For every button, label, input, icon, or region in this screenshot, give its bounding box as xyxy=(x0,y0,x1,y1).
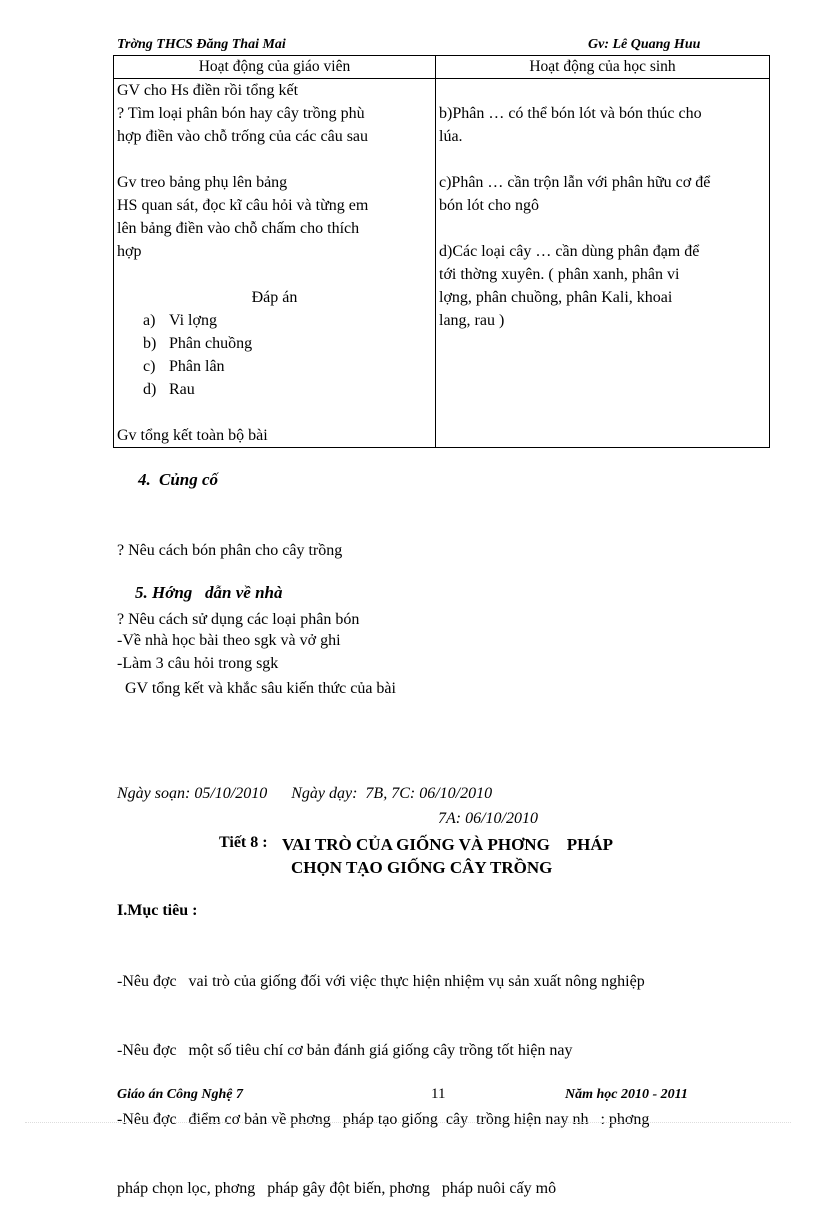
lesson-date-7a: 7A: 06/10/2010 xyxy=(438,810,538,827)
student-line: lúa. xyxy=(439,128,463,145)
answer-title: Đáp án xyxy=(251,289,298,306)
teacher-line xyxy=(117,148,432,171)
teacher-line: hợp điền vào chỗ trống của các câu sau xyxy=(117,128,369,145)
answer-item: d) Rau xyxy=(143,381,195,398)
teacher-activity-cell xyxy=(114,79,436,448)
teacher-line: lên bảng điền vào chỗ chấm cho thích xyxy=(117,220,360,237)
lesson-number: Tiết 8 : xyxy=(219,834,268,851)
list-item: ? Nêu cách sử dụng các loại phân bón xyxy=(117,611,360,628)
student-line xyxy=(439,148,766,171)
teacher-line: hợp xyxy=(117,243,142,260)
student-line: b)Phân … có thể bón lót và bón thúc cho xyxy=(439,105,702,122)
student-activity-cell xyxy=(436,79,770,448)
list-item: -Nêu đợc điểm cơ bản về phơng pháp tạo giống cây trồng hiện nay nh : phơng xyxy=(117,1111,650,1128)
page-number: 11 xyxy=(431,1086,446,1102)
lesson-title-line1: VAI TRÒ CỦA GIỐNG VÀ PHƠNG PHÁP xyxy=(282,835,614,854)
list-item: -Về nhà học bài theo sgk và vở ghi xyxy=(117,632,341,649)
student-line: lợng, phân chuồng, phân Kali, khoai xyxy=(439,289,673,306)
footer-left: Giáo án Công Nghệ 7 xyxy=(117,1087,244,1102)
student-line: d)Các loại cây … cần dùng phân đạm để xyxy=(439,243,700,260)
list-item: -Nêu đợc vai trò của giống đối với việc thực hiện nhiệm vụ sản xuất nông nghiệp xyxy=(117,973,645,990)
list-item: pháp chọn lọc, phơng pháp gây đột biến, phơng pháp nuôi cấy mô xyxy=(117,1180,557,1197)
teacher-line: HS quan sát, đọc kĩ câu hỏi và từng em xyxy=(117,197,369,214)
student-line xyxy=(439,217,766,240)
answer-item: c) Phân lân xyxy=(143,358,225,375)
list-item: -Làm 3 câu hỏi trong sgk xyxy=(117,655,279,672)
student-line: lang, rau ) xyxy=(439,312,505,329)
col-student-header: Hoạt động của học sinh xyxy=(436,56,770,79)
student-line: bón lót cho ngô xyxy=(439,197,539,214)
table-row xyxy=(114,79,770,448)
consolidation-heading: 4. Củng cố xyxy=(138,470,219,489)
footer-right: Năm học 2010 - 2011 xyxy=(565,1087,688,1102)
list-item: ? Nêu cách bón phân cho cây trồng xyxy=(117,542,343,559)
teacher-summary-line: Gv tổng kết toàn bộ bài xyxy=(117,427,268,444)
list-item: GV tổng kết và khắc sâu kiến thức của bài xyxy=(117,680,396,697)
header-school: Trờng THCS Đăng Thai Mai xyxy=(117,37,286,52)
header-teacher: Gv: Lê Quang Huu xyxy=(588,37,701,52)
teacher-line: ? Tìm loại phân bón hay cây trồng phù xyxy=(117,105,365,122)
answer-item: b) Phân chuồng xyxy=(143,335,253,352)
teacher-line: Gv treo bảng phụ lên bảng xyxy=(117,174,288,191)
lesson-title-line2: CHỌN TẠO GIỐNG CÂY TRỒNG xyxy=(291,858,553,877)
col-teacher-header: Hoạt động của giáo viên xyxy=(114,56,436,79)
table-header-row xyxy=(114,56,770,79)
answer-item: a) Vi lợng xyxy=(143,312,217,329)
homework-heading: 5. Hớng dẫn về nhà xyxy=(135,583,283,602)
objectives-list xyxy=(117,924,767,1223)
student-line: c)Phân … cần trộn lẫn với phân hữu cơ để xyxy=(439,174,711,191)
student-line: tới thờng xuyên. ( phân xanh, phân vi xyxy=(439,266,680,283)
answer-list xyxy=(117,309,432,401)
list-item: -Nêu đợc một số tiêu chí cơ bản đánh giá giống cây trồng tốt hiện nay xyxy=(117,1042,573,1059)
objectives-heading: I.Mục tiêu : xyxy=(117,902,198,919)
teacher-line: GV cho Hs điền rồi tổng kết xyxy=(117,82,299,99)
activity-table xyxy=(113,55,770,448)
homework-list xyxy=(117,629,341,675)
lesson-dates: Ngày soạn: 05/10/2010 Ngày dạy: 7B, 7C: 06/10/2010 xyxy=(117,785,493,802)
consolidation-list xyxy=(117,493,396,723)
